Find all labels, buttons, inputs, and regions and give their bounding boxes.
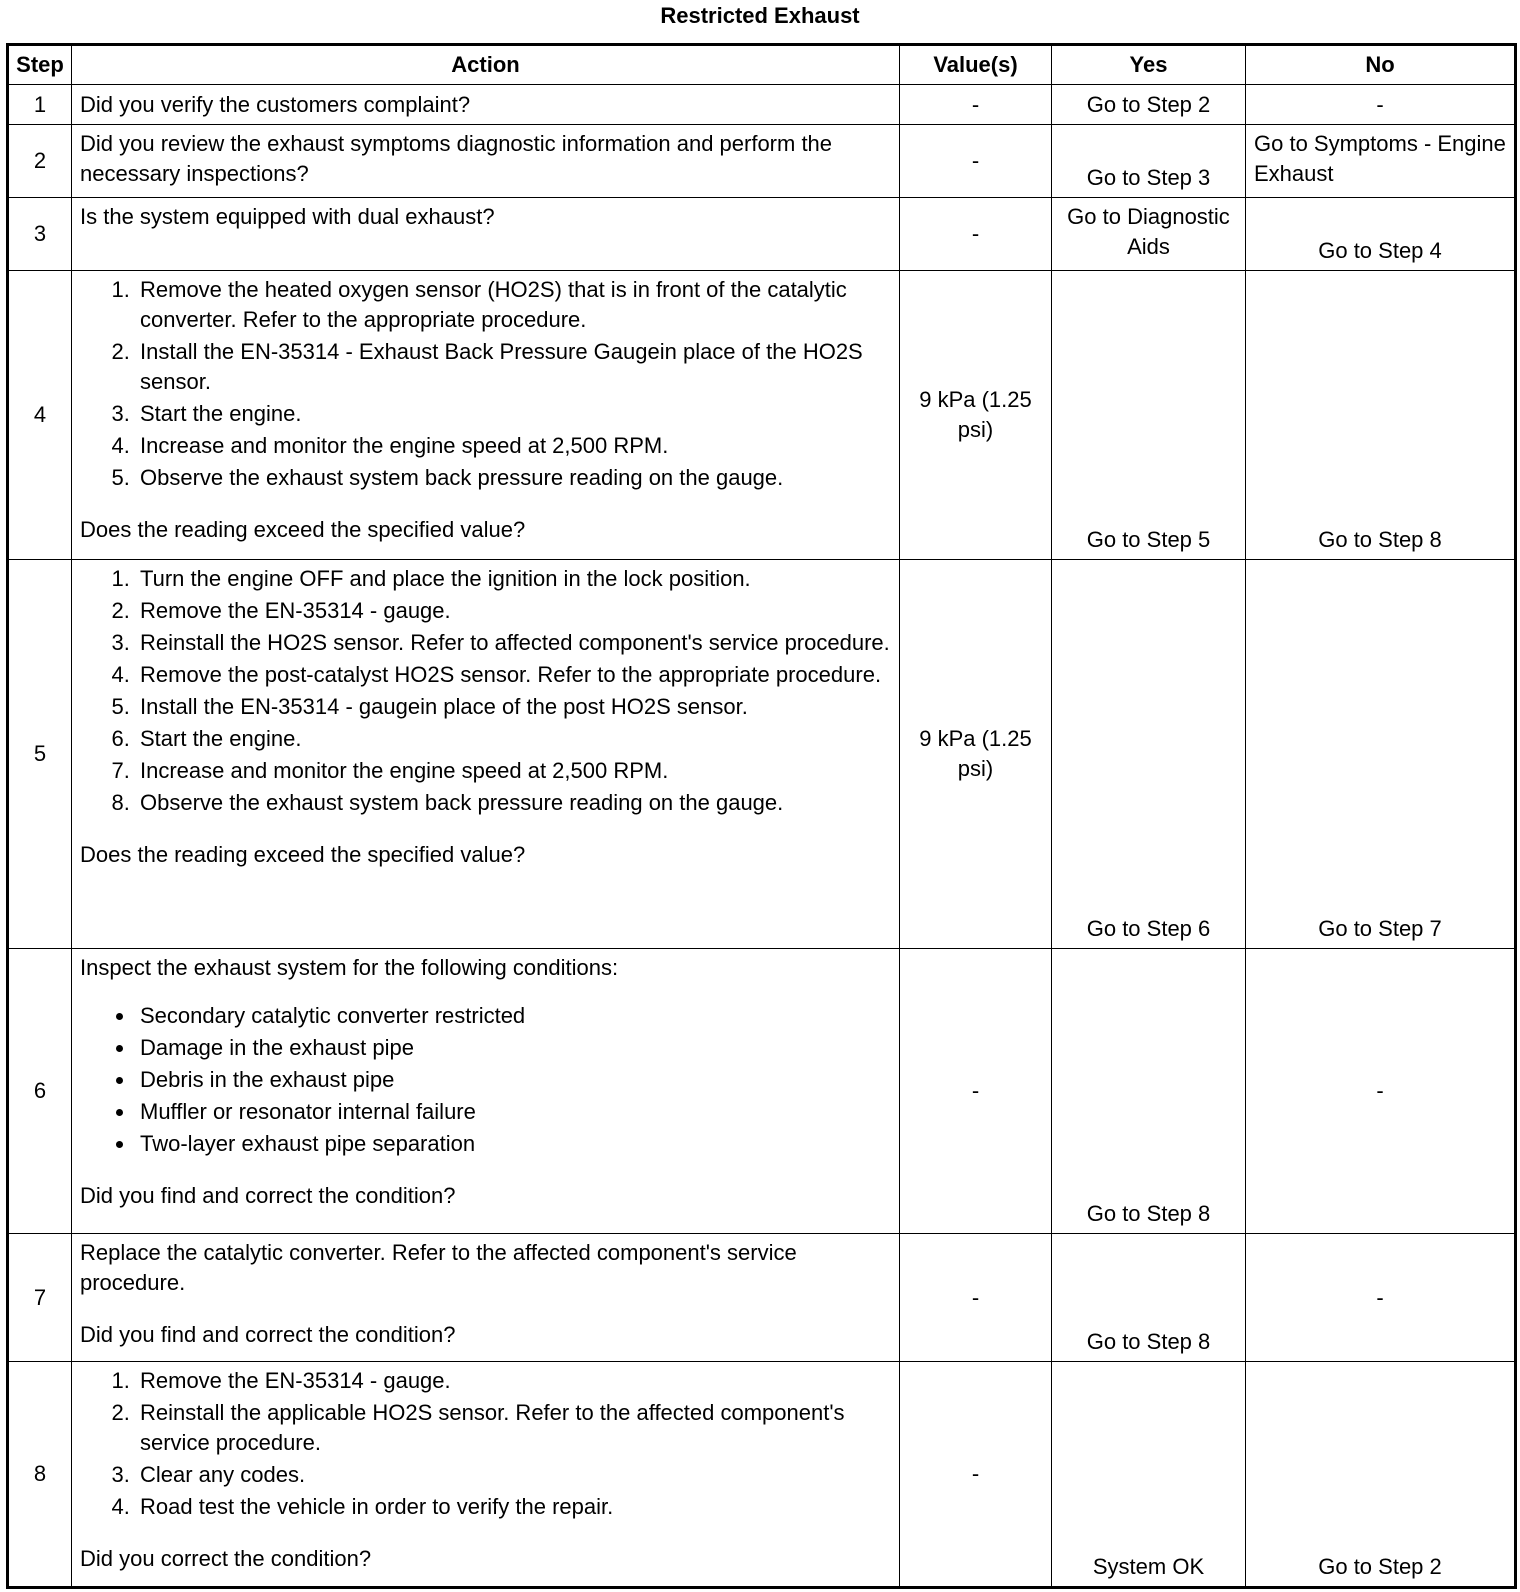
no-cell: -	[1246, 85, 1516, 125]
yes-cell: Go to Diagnostic Aids	[1052, 198, 1246, 271]
list-item: 2. Install the EN-35314 - Exhaust Back Pressure Gaugein place of the HO2S sensor.	[136, 337, 891, 397]
yes-cell: Go to Step 3	[1052, 125, 1246, 198]
list-item: 3. Clear any codes.	[136, 1460, 891, 1490]
list-item: 7. Increase and monitor the engine speed at 2,500 RPM.	[136, 756, 891, 786]
no-cell: Go to Step 8	[1246, 271, 1516, 560]
no-cell: Go to Step 7	[1246, 560, 1516, 949]
action-cell: Did you review the exhaust symptoms diagnostic information and perform the necessary inspections?	[72, 125, 900, 198]
page-title: Restricted Exhaust	[660, 3, 860, 28]
list-item: 4. Remove the post-catalyst HO2S sensor. Refer to the appropriate procedure.	[136, 660, 891, 690]
diagnostic-table	[6, 43, 1517, 1589]
action-question: Did you find and correct the condition?	[80, 1183, 456, 1208]
step-number: 8	[8, 1362, 72, 1588]
no-cell: -	[1246, 949, 1516, 1234]
step-number: 2	[8, 125, 72, 198]
step-number: 3	[8, 198, 72, 271]
header-no: No	[1246, 45, 1516, 85]
action-question: Did you correct the condition?	[80, 1546, 372, 1571]
list-item: • Secondary catalytic converter restricted	[136, 1001, 891, 1031]
list-item: 4. Increase and monitor the engine speed at 2,500 RPM.	[136, 431, 891, 461]
step-number: 7	[8, 1234, 72, 1362]
value-cell: -	[900, 1362, 1052, 1588]
no-cell: -	[1246, 1234, 1516, 1362]
table-row	[8, 271, 1516, 560]
table-row	[8, 125, 1516, 198]
condition-list	[80, 1001, 891, 1159]
header-action: Action	[72, 45, 900, 85]
list-item: 2. Remove the EN-35314 - gauge.	[136, 596, 891, 626]
yes-cell: Go to Step 2	[1052, 85, 1246, 125]
value-cell: -	[900, 125, 1052, 198]
no-cell: Go to Step 4	[1246, 198, 1516, 271]
action-cell	[72, 271, 900, 560]
procedure-list	[80, 275, 891, 493]
yes-cell: Go to Step 8	[1052, 949, 1246, 1234]
step-number: 6	[8, 949, 72, 1234]
action-question: Did you find and correct the condition?	[80, 1322, 456, 1347]
table-row	[8, 85, 1516, 125]
action-cell	[72, 560, 900, 949]
action-cell: Did you verify the customers complaint?	[72, 85, 900, 125]
list-item: 3. Reinstall the HO2S sensor. Refer to affected component's service procedure.	[136, 628, 891, 658]
list-item: 4. Road test the vehicle in order to verify the repair.	[136, 1492, 891, 1522]
yes-cell: System OK	[1052, 1362, 1246, 1588]
list-item: 1. Turn the engine OFF and place the ignition in the lock position.	[136, 564, 891, 594]
procedure-list	[80, 564, 891, 818]
table-row	[8, 1234, 1516, 1362]
value-cell: -	[900, 1234, 1052, 1362]
yes-cell: Go to Step 6	[1052, 560, 1246, 949]
step-number: 5	[8, 560, 72, 949]
list-item: 1. Remove the EN-35314 - gauge.	[136, 1366, 891, 1396]
yes-cell: Go to Step 8	[1052, 1234, 1246, 1362]
action-cell	[72, 949, 900, 1234]
action-question: Does the reading exceed the specified value?	[80, 517, 526, 542]
header-row	[8, 45, 1516, 85]
list-item: 6. Start the engine.	[136, 724, 891, 754]
header-yes: Yes	[1052, 45, 1246, 85]
action-intro: Replace the catalytic converter. Refer to the affected component's service procedure.	[80, 1240, 797, 1295]
action-question: Does the reading exceed the specified value?	[80, 842, 526, 867]
table-row	[8, 1362, 1516, 1588]
value-cell: -	[900, 949, 1052, 1234]
action-intro: Inspect the exhaust system for the following conditions:	[80, 955, 619, 980]
list-item: 8. Observe the exhaust system back pressure reading on the gauge.	[136, 788, 891, 818]
value-cell: -	[900, 85, 1052, 125]
list-item: • Damage in the exhaust pipe	[136, 1033, 891, 1063]
no-cell: Go to Step 2	[1246, 1362, 1516, 1588]
table-row	[8, 560, 1516, 949]
no-cell: Go to Symptoms - Engine Exhaust	[1246, 125, 1516, 198]
list-item: • Muffler or resonator internal failure	[136, 1097, 891, 1127]
procedure-list	[80, 1366, 891, 1522]
list-item: 5. Install the EN-35314 - gaugein place of the post HO2S sensor.	[136, 692, 891, 722]
table-row	[8, 949, 1516, 1234]
step-number: 4	[8, 271, 72, 560]
list-item: • Debris in the exhaust pipe	[136, 1065, 891, 1095]
step-number: 1	[8, 85, 72, 125]
list-item: 1. Remove the heated oxygen sensor (HO2S) that is in front of the catalytic converter. Refer to the appropriate procedure.	[136, 275, 891, 335]
action-cell	[72, 1362, 900, 1588]
table-row	[8, 198, 1516, 271]
list-item: 5. Observe the exhaust system back pressure reading on the gauge.	[136, 463, 891, 493]
value-cell: 9 kPa (1.25 psi)	[900, 271, 1052, 560]
action-cell	[72, 1234, 900, 1362]
list-item: 2. Reinstall the applicable HO2S sensor. Refer to the affected component's service procedure.	[136, 1398, 891, 1458]
value-cell: -	[900, 198, 1052, 271]
list-item: • Two-layer exhaust pipe separation	[136, 1129, 891, 1159]
value-cell: 9 kPa (1.25 psi)	[900, 560, 1052, 949]
yes-cell: Go to Step 5	[1052, 271, 1246, 560]
header-values: Value(s)	[900, 45, 1052, 85]
header-step: Step	[8, 45, 72, 85]
list-item: 3. Start the engine.	[136, 399, 891, 429]
action-cell: Is the system equipped with dual exhaust?	[72, 198, 900, 271]
